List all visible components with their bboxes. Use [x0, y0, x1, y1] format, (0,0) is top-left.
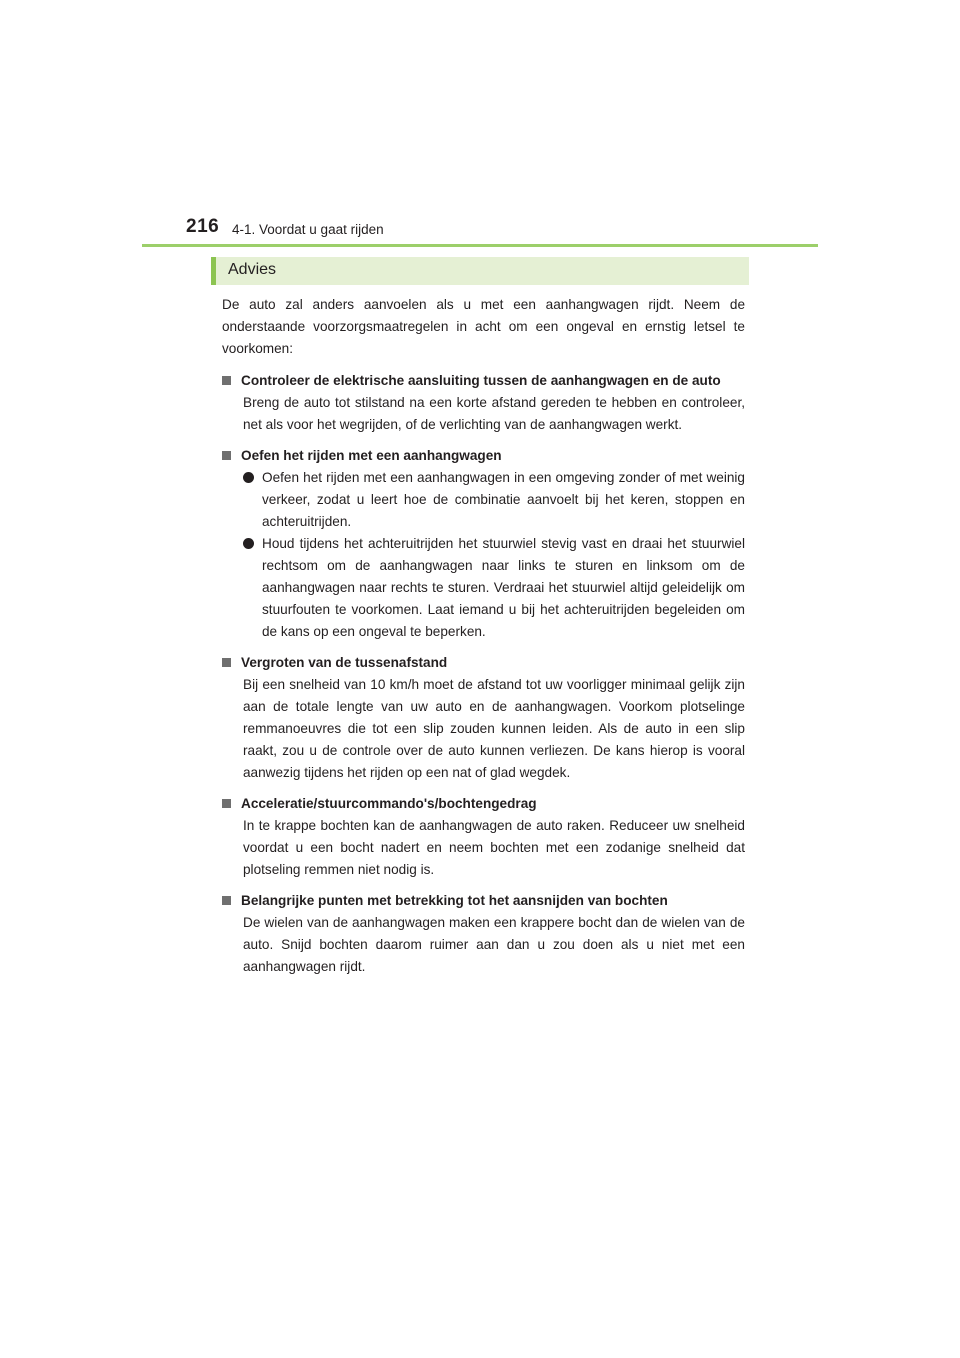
header-rule [142, 244, 818, 247]
bullet-item [222, 533, 745, 643]
square-bullet-icon [222, 451, 231, 460]
item-heading-text: Acceleratie/stuurcommando's/bochtengedrag [241, 796, 537, 811]
item-cornering [222, 890, 745, 978]
item-heading-text: Vergroten van de tussenafstand [241, 655, 448, 670]
section-title: 4-1. Voordat u gaat rijden [232, 222, 384, 237]
bullet-item [222, 467, 745, 533]
item-acceleration [222, 793, 745, 881]
page-number: 216 [186, 216, 220, 237]
item-heading [222, 445, 745, 467]
item-heading-text: Oefen het rijden met een aanhangwagen [241, 448, 502, 463]
item-distance [222, 652, 745, 784]
intro-paragraph: De auto zal anders aanvoelen als u met een aanhangwagen rijdt. Neem de onderstaande voorzorgsmaatregelen in acht om een ongeval en ernstig letsel te voorkomen: [222, 297, 745, 356]
advies-title: Advies [228, 261, 277, 278]
square-bullet-icon [222, 376, 231, 385]
round-bullet-icon [243, 472, 254, 483]
square-bullet-icon [222, 896, 231, 905]
item-body: Breng de auto tot stilstand na een korte afstand gereden te hebben en controleer, net als voor het wegrijden, of de verlichting van de aanhangwagen werkt. [243, 395, 745, 432]
item-body: De wielen van de aanhangwagen maken een krappere bocht dan de wielen van de auto. Snijd bochten daarom ruimer aan dan u zou doen als u niet met een aanhangwagen rijdt. [243, 915, 745, 974]
square-bullet-icon [222, 799, 231, 808]
item-heading-text: Belangrijke punten met betrekking tot het aansnijden van bochten [241, 893, 668, 908]
item-electrical [222, 370, 745, 436]
advies-content [222, 294, 745, 987]
advies-box [211, 257, 749, 285]
item-heading [222, 890, 745, 912]
square-bullet-icon [222, 658, 231, 667]
item-body: In te krappe bochten kan de aanhangwagen de auto raken. Reduceer uw snelheid voordat u een bocht nadert en neem bochten met een zodanige snelheid dat plotseling remmen niet nodig is. [243, 818, 745, 877]
item-heading [222, 652, 745, 674]
item-practice [222, 445, 745, 643]
item-body: Bij een snelheid van 10 km/h moet de afstand tot uw voorligger minimaal gelijk zijn aan de totale lengte van uw auto en de aanhangwagen. Voorkom plotselinge remmanoeuvres die tot een slip zouden kunnen leiden. Als de auto in een slip raakt, zou u de controle over de auto kunnen verliezen. De kans hierop is vooral aanwezig tijdens het rijden op een nat of glad wegdek. [243, 677, 745, 780]
bullet-text: Houd tijdens het achteruitrijden het stuurwiel stevig vast en draai het stuurwiel rechtsom om de aanhangwagen naar links te sturen en linksom om de aanhangwagen naar rechts te sturen. Verdraai het stuurwiel altijd geleidelijk om stuurfouten te voorkomen. Laat iemand u bij het achteruitrijden begeleiden om de kans op een ongeval te beperken. [262, 536, 745, 639]
bullet-text: Oefen het rijden met een aanhangwagen in een omgeving zonder of met weinig verkeer, zodat u leert hoe de combinatie aanvoelt bij het keren, stoppen en achteruitrijden. [262, 470, 745, 529]
round-bullet-icon [243, 538, 254, 549]
item-heading [222, 370, 745, 392]
item-heading-text: Controleer de elektrische aansluiting tussen de aanhangwagen en de auto [241, 373, 721, 388]
item-heading [222, 793, 745, 815]
